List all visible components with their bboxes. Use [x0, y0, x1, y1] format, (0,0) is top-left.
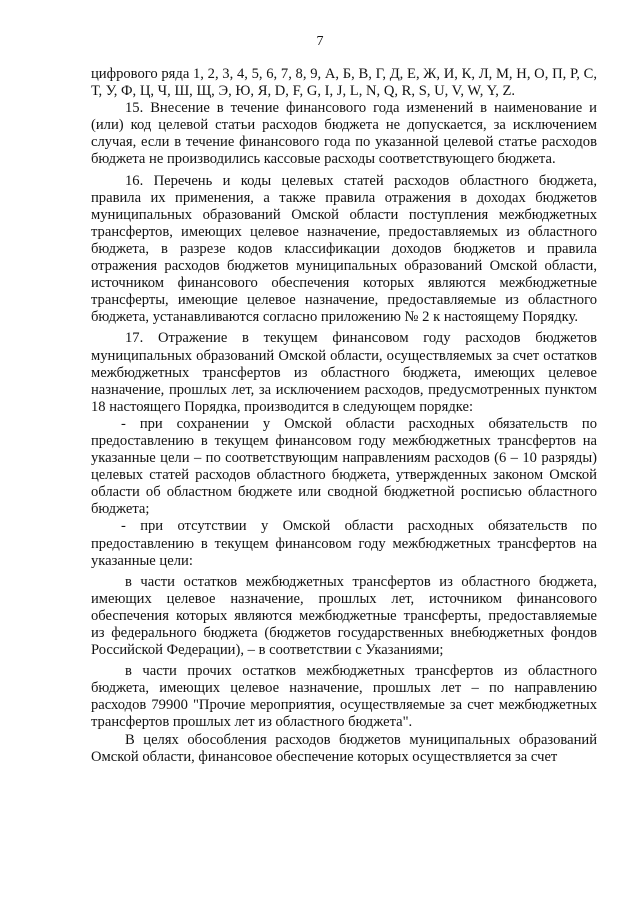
paragraph-item-17: 17. Отражение в текущем финансовом году расходов бюджетов муниципальных образований Омской области, осуществляемых за счет остатков межбюджетных трансфертов из областного бюджета, имеющих целевое назначение, прошлых лет, за исключением расходов, предусмотренных пунктом 18 настоящего Порядка, производится в следующем порядке:	[91, 330, 597, 415]
document-body	[91, 66, 597, 766]
paragraph-item-16: 16. Перечень и коды целевых статей расходов областного бюджета, правила их применения, а также правила отражения в доходах бюджетов муниципальных образований Омской области поступления межбюджетных трансфертов, имеющих целевое назначение, предоставляемых из областного бюджета, в разрезе кодов классификации доходов бюджетов и правила отражения расходов бюджетов муниципальных образований Омской области, источником финансового обеспечения которых являются межбюджетные трансферты, имеющие целевое назначение, предоставляемые из областного бюджета, устанавливаются согласно приложению № 2 к настоящему Порядку.	[91, 172, 597, 326]
paragraph-closing: В целях обособления расходов бюджетов муниципальных образований Омской области, финансовое обеспечение которых осуществляется за счет	[91, 731, 597, 765]
page-number: 7	[316, 34, 324, 49]
paragraph-continuation: цифрового ряда 1, 2, 3, 4, 5, 6, 7, 8, 9, А, Б, В, Г, Д, Е, Ж, И, К, Л, М, Н, О, П, Р, С, Т, У, Ф, Ц, Ч, Ш, Щ, Э, Ю, Я, D, F, G, I, J, L, N, Q, R, S, U, V, W, Y, Z.	[91, 66, 597, 100]
paragraph-item-15: 15. Внесение в течение финансового года изменений в наименование и (или) код целевой статьи расходов бюджета не допускается, за исключением случая, если в течение финансового года по указанной целевой статье расходов бюджета не производились кассовые расходы соответствующего бюджета.	[91, 100, 597, 168]
paragraph-item-17-sub-1: в части остатков межбюджетных трансфертов из областного бюджета, имеющих целевое назначение, прошлых лет, источником финансового обеспечения которых являются межбюджетные трансферты, предоставляемые из федерального бюджета (бюджетов государственных внебюджетных фондов Российской Федерации), – в соответствии с Указаниями;	[91, 573, 597, 659]
paragraph-item-17-sub-2: в части прочих остатков межбюджетных трансфертов из областного бюджета, имеющих целевое назначение, прошлых лет – по направлению расходов 79900 "Прочие мероприятия, осуществляемые за счет межбюджетных трансфертов прошлых лет из областного бюджета".	[91, 663, 597, 731]
paragraph-item-17-dash-1: - при сохранении у Омской области расходных обязательств по предоставлению в текущем финансовом году межбюджетных трансфертов на указанные цели – по соответствующим направлениям расходов (6 – 10 разряды) целевых статей расходов областного бюджета, утвержденных законом Омской области об областном бюджете или сводной бюджетной росписью областного бюджета;	[91, 415, 597, 518]
paragraph-item-17-dash-2: - при отсутствии у Омской области расходных обязательств по предоставлению в текущем финансовом году межбюджетных трансфертов на указанные цели:	[91, 518, 597, 569]
